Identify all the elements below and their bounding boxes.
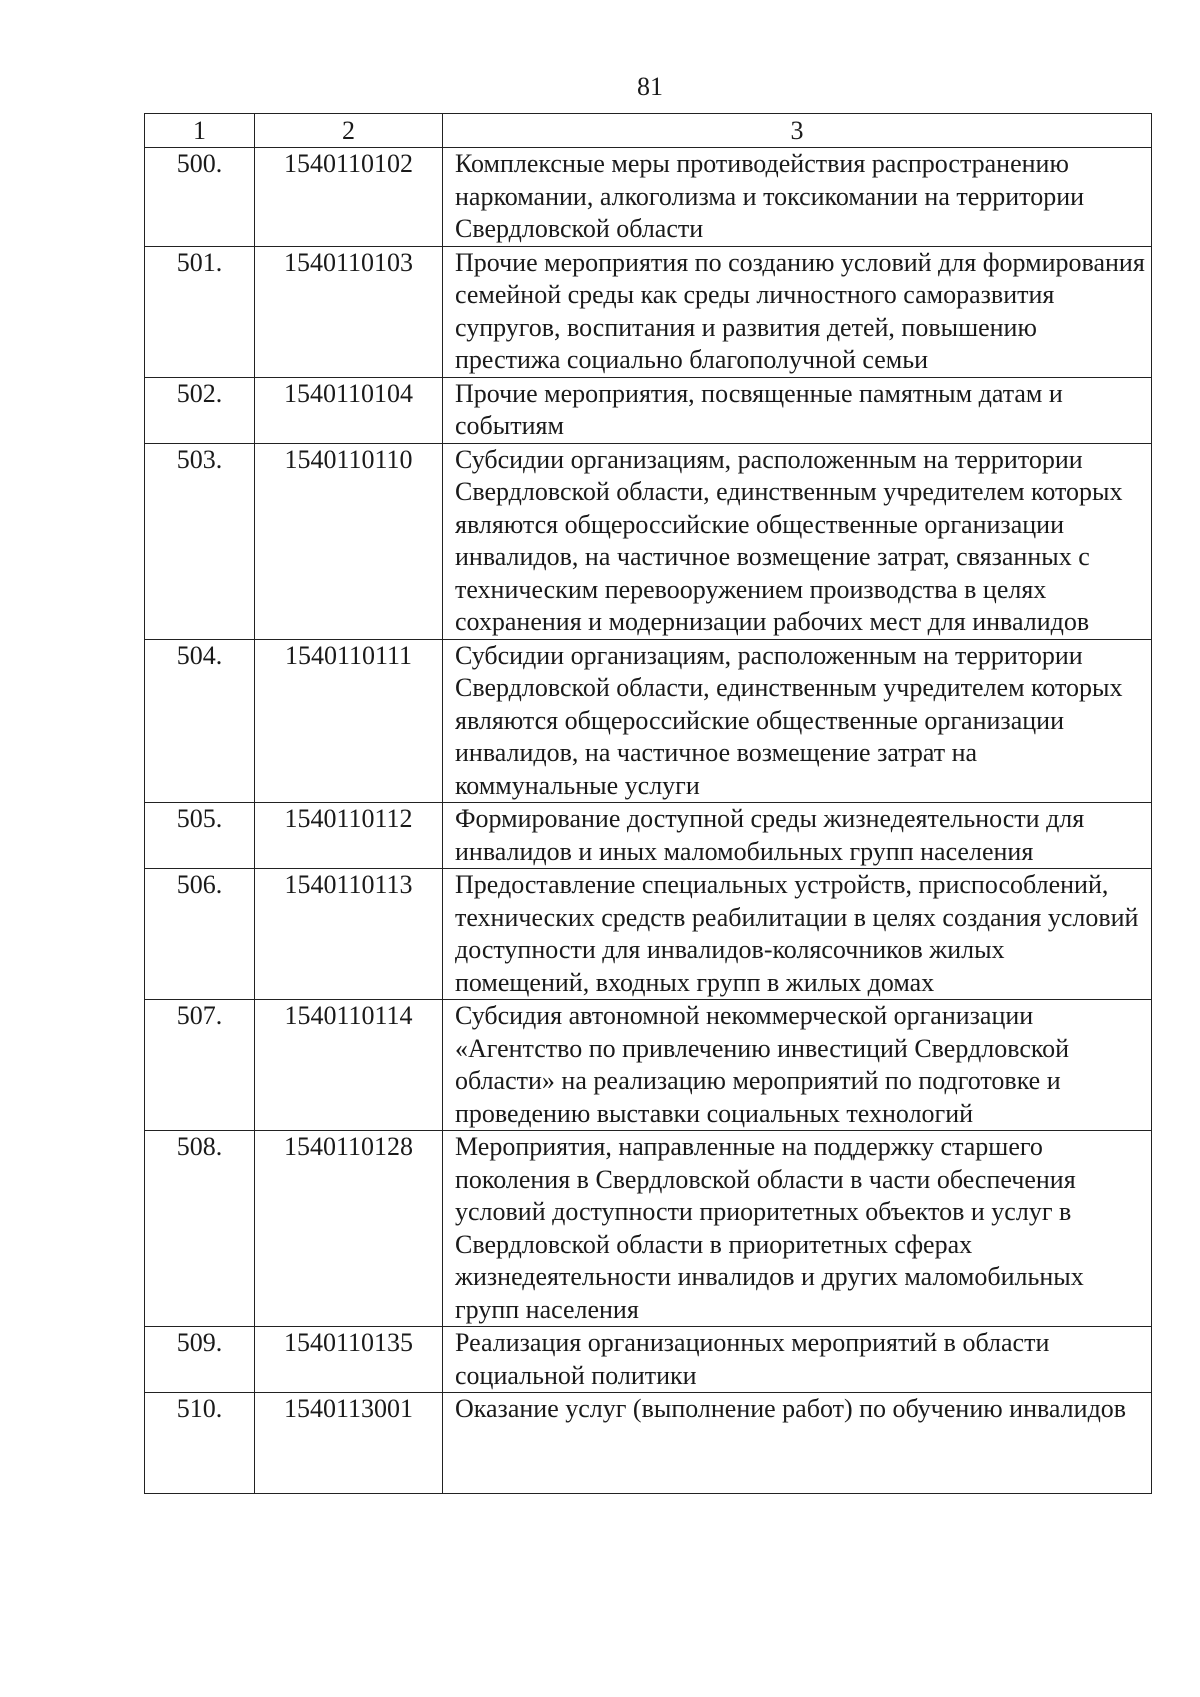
column-header-code: 2 [255,114,443,148]
row-code: 1540110135 [255,1327,443,1393]
row-code: 1540110114 [255,1000,443,1131]
row-description: Предоставление специальных устройств, приспособлений, технических средств реабилитации в целях создания условий доступности для инвалидов-колясочников жилых помещений, входных групп в жилых домах [443,869,1152,1000]
table-row [145,1000,1152,1131]
table-header-row [145,114,1152,148]
row-description: Оказание услуг (выполнение работ) по обучению инвалидов [443,1393,1152,1494]
column-header-description: 3 [443,114,1152,148]
table-row [145,377,1152,443]
row-code: 1540110103 [255,246,443,377]
row-number: 501. [145,246,255,377]
column-header-number: 1 [145,114,255,148]
budget-code-table [144,113,1152,1494]
row-number: 506. [145,869,255,1000]
table-row [145,148,1152,247]
row-code: 1540110104 [255,377,443,443]
row-number: 500. [145,148,255,247]
table-row [145,869,1152,1000]
page-number: 81 [637,72,663,101]
row-code: 1540110113 [255,869,443,1000]
row-number: 510. [145,1393,255,1494]
table-row [145,1131,1152,1327]
row-number: 509. [145,1327,255,1393]
table-row [145,639,1152,803]
row-number: 502. [145,377,255,443]
row-number: 507. [145,1000,255,1131]
table-row [145,1327,1152,1393]
table-row [145,443,1152,639]
row-code: 1540110110 [255,443,443,639]
row-description: Мероприятия, направленные на поддержку старшего поколения в Свердловской области в части обеспечения условий доступности приоритетных объектов и услуг в Свердловской области в приоритетных сферах жизнедеятельности инвалидов и других маломобильных групп населения [443,1131,1152,1327]
row-description: Субсидия автономной некоммерческой организации «Агентство по привлечению инвестиций Свердловской области» на реализацию мероприятий по подготовке и проведению выставки социальных технологий [443,1000,1152,1131]
row-code: 1540110111 [255,639,443,803]
row-number: 508. [145,1131,255,1327]
table-row [145,246,1152,377]
row-description: Реализация организационных мероприятий в области социальной политики [443,1327,1152,1393]
row-description: Прочие мероприятия по созданию условий для формирования семейной среды как среды личностного саморазвития супругов, воспитания и развития детей, повышению престижа социально благополучной семьи [443,246,1152,377]
table-row [145,803,1152,869]
row-description: Комплексные меры противодействия распространению наркомании, алкоголизма и токсикомании на территории Свердловской области [443,148,1152,247]
row-code: 1540113001 [255,1393,443,1494]
row-number: 503. [145,443,255,639]
table-row [145,1393,1152,1494]
row-description: Прочие мероприятия, посвященные памятным датам и событиям [443,377,1152,443]
row-code: 1540110112 [255,803,443,869]
row-number: 505. [145,803,255,869]
row-description: Субсидии организациям, расположенным на территории Свердловской области, единственным учредителем которых являются общероссийские общественные организации инвалидов, на частичное возмещение затрат, связанных с техническим перевооружением производства в целях сохранения и модернизации рабочих мест для инвалидов [443,443,1152,639]
row-code: 1540110128 [255,1131,443,1327]
row-description: Субсидии организациям, расположенным на территории Свердловской области, единственным учредителем которых являются общероссийские общественные организации инвалидов, на частичное возмещение затрат на коммунальные услуги [443,639,1152,803]
row-number: 504. [145,639,255,803]
row-code: 1540110102 [255,148,443,247]
row-description: Формирование доступной среды жизнедеятельности для инвалидов и иных маломобильных групп населения [443,803,1152,869]
